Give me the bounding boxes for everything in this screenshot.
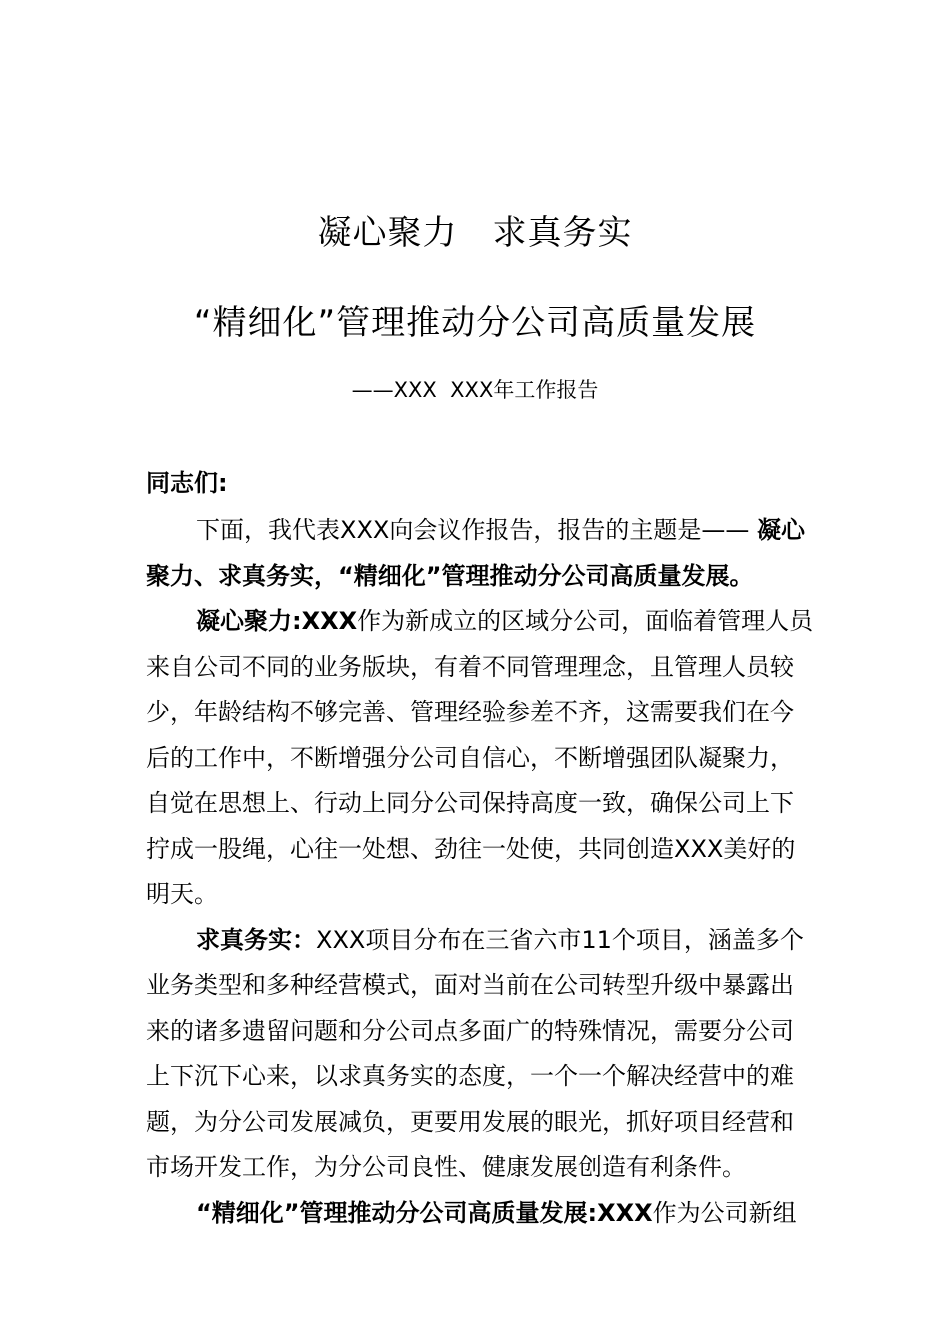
paragraph-cohesion-line xyxy=(146,599,856,645)
paragraph-intro-line xyxy=(146,554,856,600)
report-body xyxy=(146,508,856,1236)
paragraph-pragmatism-line: 业务类型和多种经营模式，面对当前在公司转型升级中暴露出 xyxy=(146,971,794,999)
intro-theme-bold: 凝心 xyxy=(756,516,805,544)
paragraph-cohesion-line: 来自公司不同的业务版块，有着不同管理理念，且管理人员较 xyxy=(146,652,794,681)
paragraph-cohesion-line: 少，年龄结构不够完善、管理经验参差不齐，这需要我们在今 xyxy=(146,698,794,726)
document-title: 凝心聚力 求真务实 xyxy=(317,213,633,253)
section-heading-pragmatism: 求真务实： xyxy=(196,925,316,954)
paragraph-refinement-line xyxy=(146,1191,856,1237)
paragraph-text: 作为公司新组 xyxy=(652,1198,797,1227)
paragraph-intro-line xyxy=(146,508,856,554)
paragraph-cohesion-line: 明天。 xyxy=(146,880,218,908)
paragraph-pragmatism-line: 题，为分公司发展减负，更要用发展的眼光，抓好项目经营和 xyxy=(146,1107,794,1136)
intro-theme-bold: 聚力、求真务实，“精细化”管理推动分公司高质量发展。 xyxy=(146,561,754,590)
paragraph-cohesion-line: 后的工作中，不断增强分公司自信心，不断增强团队凝聚力， xyxy=(146,743,794,772)
paragraph-text: 作为新成立的区域分公司，面临着管理人员 xyxy=(357,607,814,635)
paragraph-pragmatism-line xyxy=(146,918,856,964)
salutation: 同志们: xyxy=(146,469,228,497)
paragraph-cohesion-line: 拧成一股绳，心往一处想、劲往一处使，共同创造XXX美好的 xyxy=(146,834,796,863)
intro-text: 下面，我代表XXX向会议作报告，报告的主题是—— xyxy=(196,516,757,544)
paragraph-pragmatism-line: 市场开发工作，为分公司良性、健康发展创造有利条件。 xyxy=(146,1153,746,1181)
section-heading-refinement: “精细化”管理推动分公司高质量发展:XXX xyxy=(196,1198,653,1227)
document-title-secondary: “精细化”管理推动分公司高质量发展 xyxy=(193,303,757,343)
paragraph-pragmatism-line: 来的诸多遗留问题和分公司点多面广的特殊情况，需要分公司 xyxy=(146,1016,794,1045)
paragraph-cohesion-line: 自觉在思想上、行动上同分公司保持高度一致，确保公司上下 xyxy=(146,789,794,817)
section-heading-cohesion: 凝心聚力:XXX xyxy=(196,607,358,635)
paragraph-text: XXX项目分布在三省六市11个项目，涵盖多个 xyxy=(316,925,804,954)
document-subtitle: ——XXX XXX年工作报告 xyxy=(351,378,599,402)
paragraph-pragmatism-line: 上下沉下心来，以求真务实的态度，一个一个解决经营中的难 xyxy=(146,1062,794,1090)
